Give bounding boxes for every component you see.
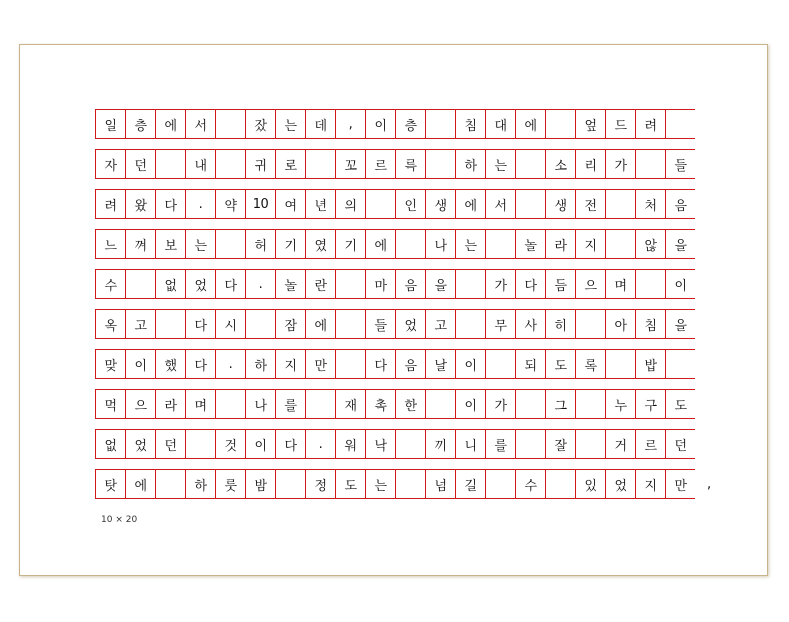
grid-cell (635, 270, 665, 298)
grid-cell: 없 (95, 430, 125, 458)
grid-cell: 아 (605, 310, 635, 338)
grid-cell: 끼 (425, 430, 455, 458)
grid-cell: 만 (665, 470, 695, 498)
grid-cell (605, 190, 635, 218)
grid-cell: 하 (455, 150, 485, 178)
grid-cell: 록 (575, 350, 605, 378)
grid-cell: 생 (545, 190, 575, 218)
grid-cell: 다 (185, 310, 215, 338)
grid-cell (605, 350, 635, 378)
grid-cell: 다 (365, 350, 395, 378)
grid-cell (575, 390, 605, 418)
grid-cell: 이 (455, 390, 485, 418)
grid-cell: 생 (425, 190, 455, 218)
grid-cell: 르 (365, 150, 395, 178)
grid-cell (425, 110, 455, 138)
grid-cell: 었 (125, 430, 155, 458)
grid-cell: 대 (485, 110, 515, 138)
grid-cell: 에 (125, 470, 155, 498)
grid-cell (515, 190, 545, 218)
grid-cell: 들 (665, 150, 695, 178)
grid-cell (395, 430, 425, 458)
grid-cell: 일 (95, 110, 125, 138)
grid-cell: 먹 (95, 390, 125, 418)
grid-cell: 수 (515, 470, 545, 498)
grid-cell (515, 150, 545, 178)
grid-cell: 가 (605, 150, 635, 178)
grid-cell: 르 (635, 430, 665, 458)
grid-cell: 는 (485, 150, 515, 178)
grid-cell: 을 (425, 270, 455, 298)
grid-cell: 며 (185, 390, 215, 418)
grid-cell: 이 (245, 430, 275, 458)
grid-cell: 층 (125, 110, 155, 138)
grid-row (95, 349, 695, 379)
grid-cell: 는 (455, 230, 485, 258)
grid-cell: 왔 (125, 190, 155, 218)
grid-cell: 기 (275, 230, 305, 258)
grid-cell: 재 (335, 390, 365, 418)
grid-cell: 었 (185, 270, 215, 298)
grid-cell (515, 430, 545, 458)
grid-cell: . (215, 350, 245, 378)
grid-cell: 드 (605, 110, 635, 138)
grid-cell: 들 (365, 310, 395, 338)
grid-cell: 되 (515, 350, 545, 378)
grid-cell (365, 190, 395, 218)
grid-cell (605, 230, 635, 258)
grid-cell: 만 (305, 350, 335, 378)
grid-cell: 밤 (245, 470, 275, 498)
grid-cell (395, 470, 425, 498)
grid-cell: 이 (365, 110, 395, 138)
grid-cell: . (245, 270, 275, 298)
grid-cell: 하 (185, 470, 215, 498)
grid-cell: 맞 (95, 350, 125, 378)
grid-row (95, 429, 695, 459)
grid-cell (545, 470, 575, 498)
grid-cell (245, 310, 275, 338)
grid-cell: 하 (245, 350, 275, 378)
grid-row (95, 389, 695, 419)
grid-row (95, 469, 712, 499)
grid-cell: 음 (395, 350, 425, 378)
grid-cell: 누 (605, 390, 635, 418)
grid-cell: 침 (635, 310, 665, 338)
grid-cell: 에 (155, 110, 185, 138)
grid-row (95, 269, 695, 299)
grid-cell: 라 (545, 230, 575, 258)
grid-row (95, 149, 695, 179)
manuscript-grid (95, 109, 712, 509)
grid-cell: 려 (635, 110, 665, 138)
grid-cell: 않 (635, 230, 665, 258)
grid-cell: 있 (575, 470, 605, 498)
grid-cell: 를 (485, 430, 515, 458)
grid-cell (305, 390, 335, 418)
grid-cell: 히 (545, 310, 575, 338)
grid-cell: 넘 (425, 470, 455, 498)
grid-cell: 고 (125, 310, 155, 338)
grid-cell: 무 (485, 310, 515, 338)
grid-cell (635, 150, 665, 178)
grid-cell: 으 (125, 390, 155, 418)
grid-cell (125, 270, 155, 298)
grid-cell (425, 150, 455, 178)
grid-cell: 다 (275, 430, 305, 458)
grid-cell (215, 110, 245, 138)
grid-cell: 없 (155, 270, 185, 298)
grid-cell: 귀 (245, 150, 275, 178)
grid-cell (215, 390, 245, 418)
grid-cell: 자 (95, 150, 125, 178)
grid-cell: 보 (155, 230, 185, 258)
grid-cell (485, 230, 515, 258)
grid-cell: 서 (185, 110, 215, 138)
grid-cell (485, 470, 515, 498)
grid-cell (305, 150, 335, 178)
grid-cell: 정 (305, 470, 335, 498)
grid-cell: 려 (95, 190, 125, 218)
grid-cell: , (335, 110, 365, 138)
grid-cell: 서 (485, 190, 515, 218)
grid-row (95, 109, 695, 139)
grid-cell: 것 (215, 430, 245, 458)
grid-cell: 인 (395, 190, 425, 218)
grid-cell: 처 (635, 190, 665, 218)
grid-cell: 음 (665, 190, 695, 218)
grid-cell: 여 (275, 190, 305, 218)
grid-cell (455, 270, 485, 298)
grid-cell (575, 310, 605, 338)
grid-cell: 사 (515, 310, 545, 338)
grid-cell: . (305, 430, 335, 458)
grid-cell: 밥 (635, 350, 665, 378)
grid-cell: 가 (485, 390, 515, 418)
grid-cell: 껴 (125, 230, 155, 258)
grid-cell: 날 (425, 350, 455, 378)
grid-cell: 란 (305, 270, 335, 298)
grid-cell (545, 110, 575, 138)
grid-cell: 이 (125, 350, 155, 378)
grid-cell: 잤 (245, 110, 275, 138)
grid-cell: 에 (515, 110, 545, 138)
grid-cell: 며 (605, 270, 635, 298)
grid-row (95, 309, 695, 339)
grid-cell (665, 110, 695, 138)
grid-cell (275, 470, 305, 498)
grid-cell: 음 (395, 270, 425, 298)
grid-cell: 잘 (545, 430, 575, 458)
grid-cell: 길 (455, 470, 485, 498)
grid-cell (335, 310, 365, 338)
grid-cell: 이 (665, 270, 695, 298)
grid-cell: 허 (245, 230, 275, 258)
grid-cell: 지 (575, 230, 605, 258)
grid-cell: 전 (575, 190, 605, 218)
grid-cell (185, 430, 215, 458)
grid-cell: 한 (395, 390, 425, 418)
grid-cell: 도 (335, 470, 365, 498)
grid-cell: 을 (665, 310, 695, 338)
grid-cell (155, 150, 185, 178)
grid-cell: 으 (575, 270, 605, 298)
grid-cell: 나 (245, 390, 275, 418)
grid-cell: 고 (425, 310, 455, 338)
grid-row (95, 229, 695, 259)
grid-cell: 로 (275, 150, 305, 178)
grid-cell: 니 (455, 430, 485, 458)
grid-cell: 을 (665, 230, 695, 258)
grid-cell: 였 (305, 230, 335, 258)
grid-cell: . (185, 190, 215, 218)
grid-cell: 수 (95, 270, 125, 298)
grid-cell: 데 (305, 110, 335, 138)
grid-cell: 다 (215, 270, 245, 298)
grid-cell: 에 (305, 310, 335, 338)
grid-cell: 었 (605, 470, 635, 498)
grid-cell: 지 (275, 350, 305, 378)
grid-cell: 마 (365, 270, 395, 298)
grid-cell (335, 350, 365, 378)
grid-cell: 도 (665, 390, 695, 418)
grid-cell: 는 (365, 470, 395, 498)
grid-cell: 낙 (365, 430, 395, 458)
grid-cell: 잠 (275, 310, 305, 338)
grid-cell: 듬 (545, 270, 575, 298)
grid-cell (155, 470, 185, 498)
grid-cell: 를 (275, 390, 305, 418)
grid-cell: 이 (455, 350, 485, 378)
grid-cell: 었 (395, 310, 425, 338)
grid-cell: 의 (335, 190, 365, 218)
grid-cell: 기 (335, 230, 365, 258)
grid-cell (335, 270, 365, 298)
grid-cell: 륵 (395, 150, 425, 178)
grid-cell: 다 (185, 350, 215, 378)
grid-cell: 워 (335, 430, 365, 458)
grid-cell: 10 (245, 190, 275, 218)
grid-cell: 는 (275, 110, 305, 138)
grid-cell (215, 230, 245, 258)
grid-cell: 도 (545, 350, 575, 378)
grid-cell: 에 (365, 230, 395, 258)
margin-punctuation: , (707, 476, 712, 492)
grid-cell: 했 (155, 350, 185, 378)
grid-cell: 탓 (95, 470, 125, 498)
grid-cell: 에 (455, 190, 485, 218)
grid-cell: 내 (185, 150, 215, 178)
grid-cell: 그 (545, 390, 575, 418)
grid-cell: 시 (215, 310, 245, 338)
grid-cell: 가 (485, 270, 515, 298)
grid-cell: 년 (305, 190, 335, 218)
grid-cell (455, 310, 485, 338)
grid-cell (395, 230, 425, 258)
grid-cell: 엎 (575, 110, 605, 138)
grid-cell: 느 (95, 230, 125, 258)
grid-cell (485, 350, 515, 378)
grid-cell: 룻 (215, 470, 245, 498)
grid-cell (515, 390, 545, 418)
grid-cell: 구 (635, 390, 665, 418)
grid-cell: 소 (545, 150, 575, 178)
grid-cell: 라 (155, 390, 185, 418)
grid-cell: 촉 (365, 390, 395, 418)
grid-cell: 던 (125, 150, 155, 178)
grid-cell (575, 430, 605, 458)
grid-cell: 약 (215, 190, 245, 218)
grid-row (95, 189, 695, 219)
grid-cell: 층 (395, 110, 425, 138)
grid-cell: 다 (515, 270, 545, 298)
grid-cell (665, 350, 695, 378)
grid-cell: 놀 (275, 270, 305, 298)
grid-size-label: 10 × 20 (101, 515, 138, 525)
grid-cell (155, 310, 185, 338)
grid-cell: 다 (155, 190, 185, 218)
grid-cell: 꼬 (335, 150, 365, 178)
grid-cell: 옥 (95, 310, 125, 338)
grid-cell: 던 (155, 430, 185, 458)
grid-cell (425, 390, 455, 418)
grid-cell: 지 (635, 470, 665, 498)
grid-cell: 는 (185, 230, 215, 258)
grid-cell: 나 (425, 230, 455, 258)
grid-cell: 침 (455, 110, 485, 138)
grid-cell: 놀 (515, 230, 545, 258)
grid-cell: 던 (665, 430, 695, 458)
grid-cell: 리 (575, 150, 605, 178)
grid-cell (215, 150, 245, 178)
grid-cell: 거 (605, 430, 635, 458)
